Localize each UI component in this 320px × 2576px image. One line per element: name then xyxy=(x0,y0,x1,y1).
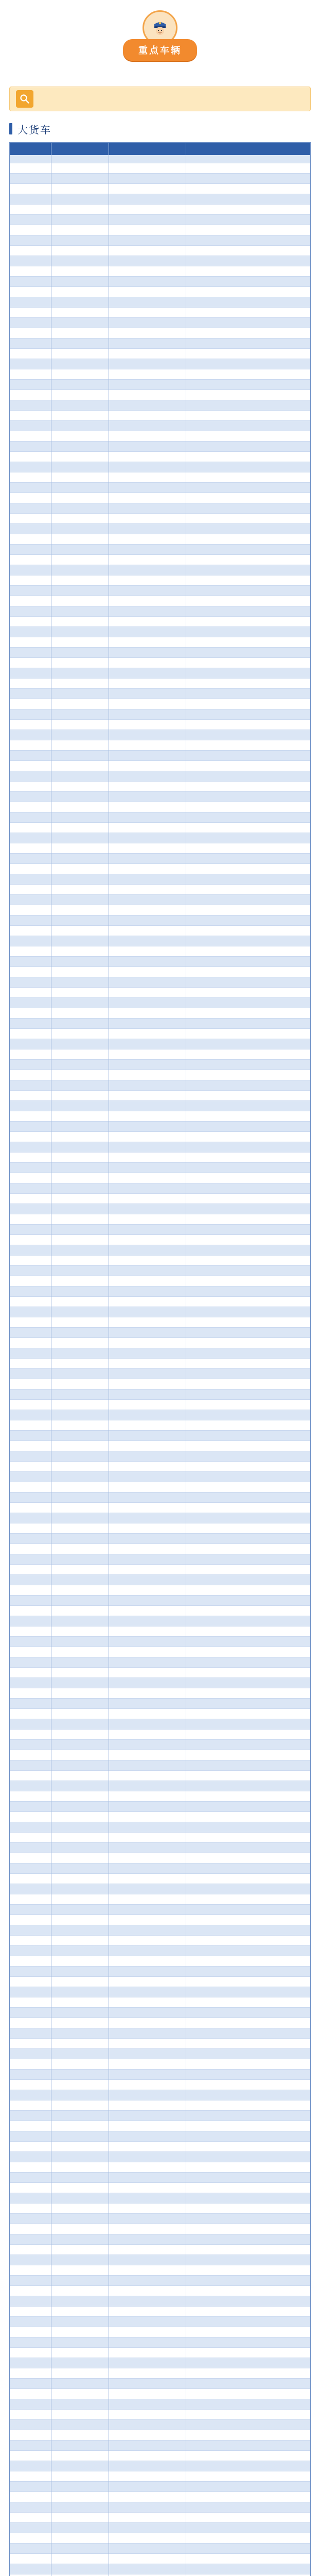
page-title: 重点车辆 xyxy=(123,39,197,61)
search-button[interactable] xyxy=(16,90,33,108)
header-badge xyxy=(123,10,197,61)
header xyxy=(0,0,320,77)
section-header xyxy=(9,120,311,138)
section-marker xyxy=(9,123,12,134)
search-icon xyxy=(20,94,30,104)
search-bar[interactable] xyxy=(9,87,311,111)
vehicle-table xyxy=(9,142,311,2576)
section-title: 大货车 xyxy=(17,124,51,136)
table-header-row xyxy=(10,143,310,155)
